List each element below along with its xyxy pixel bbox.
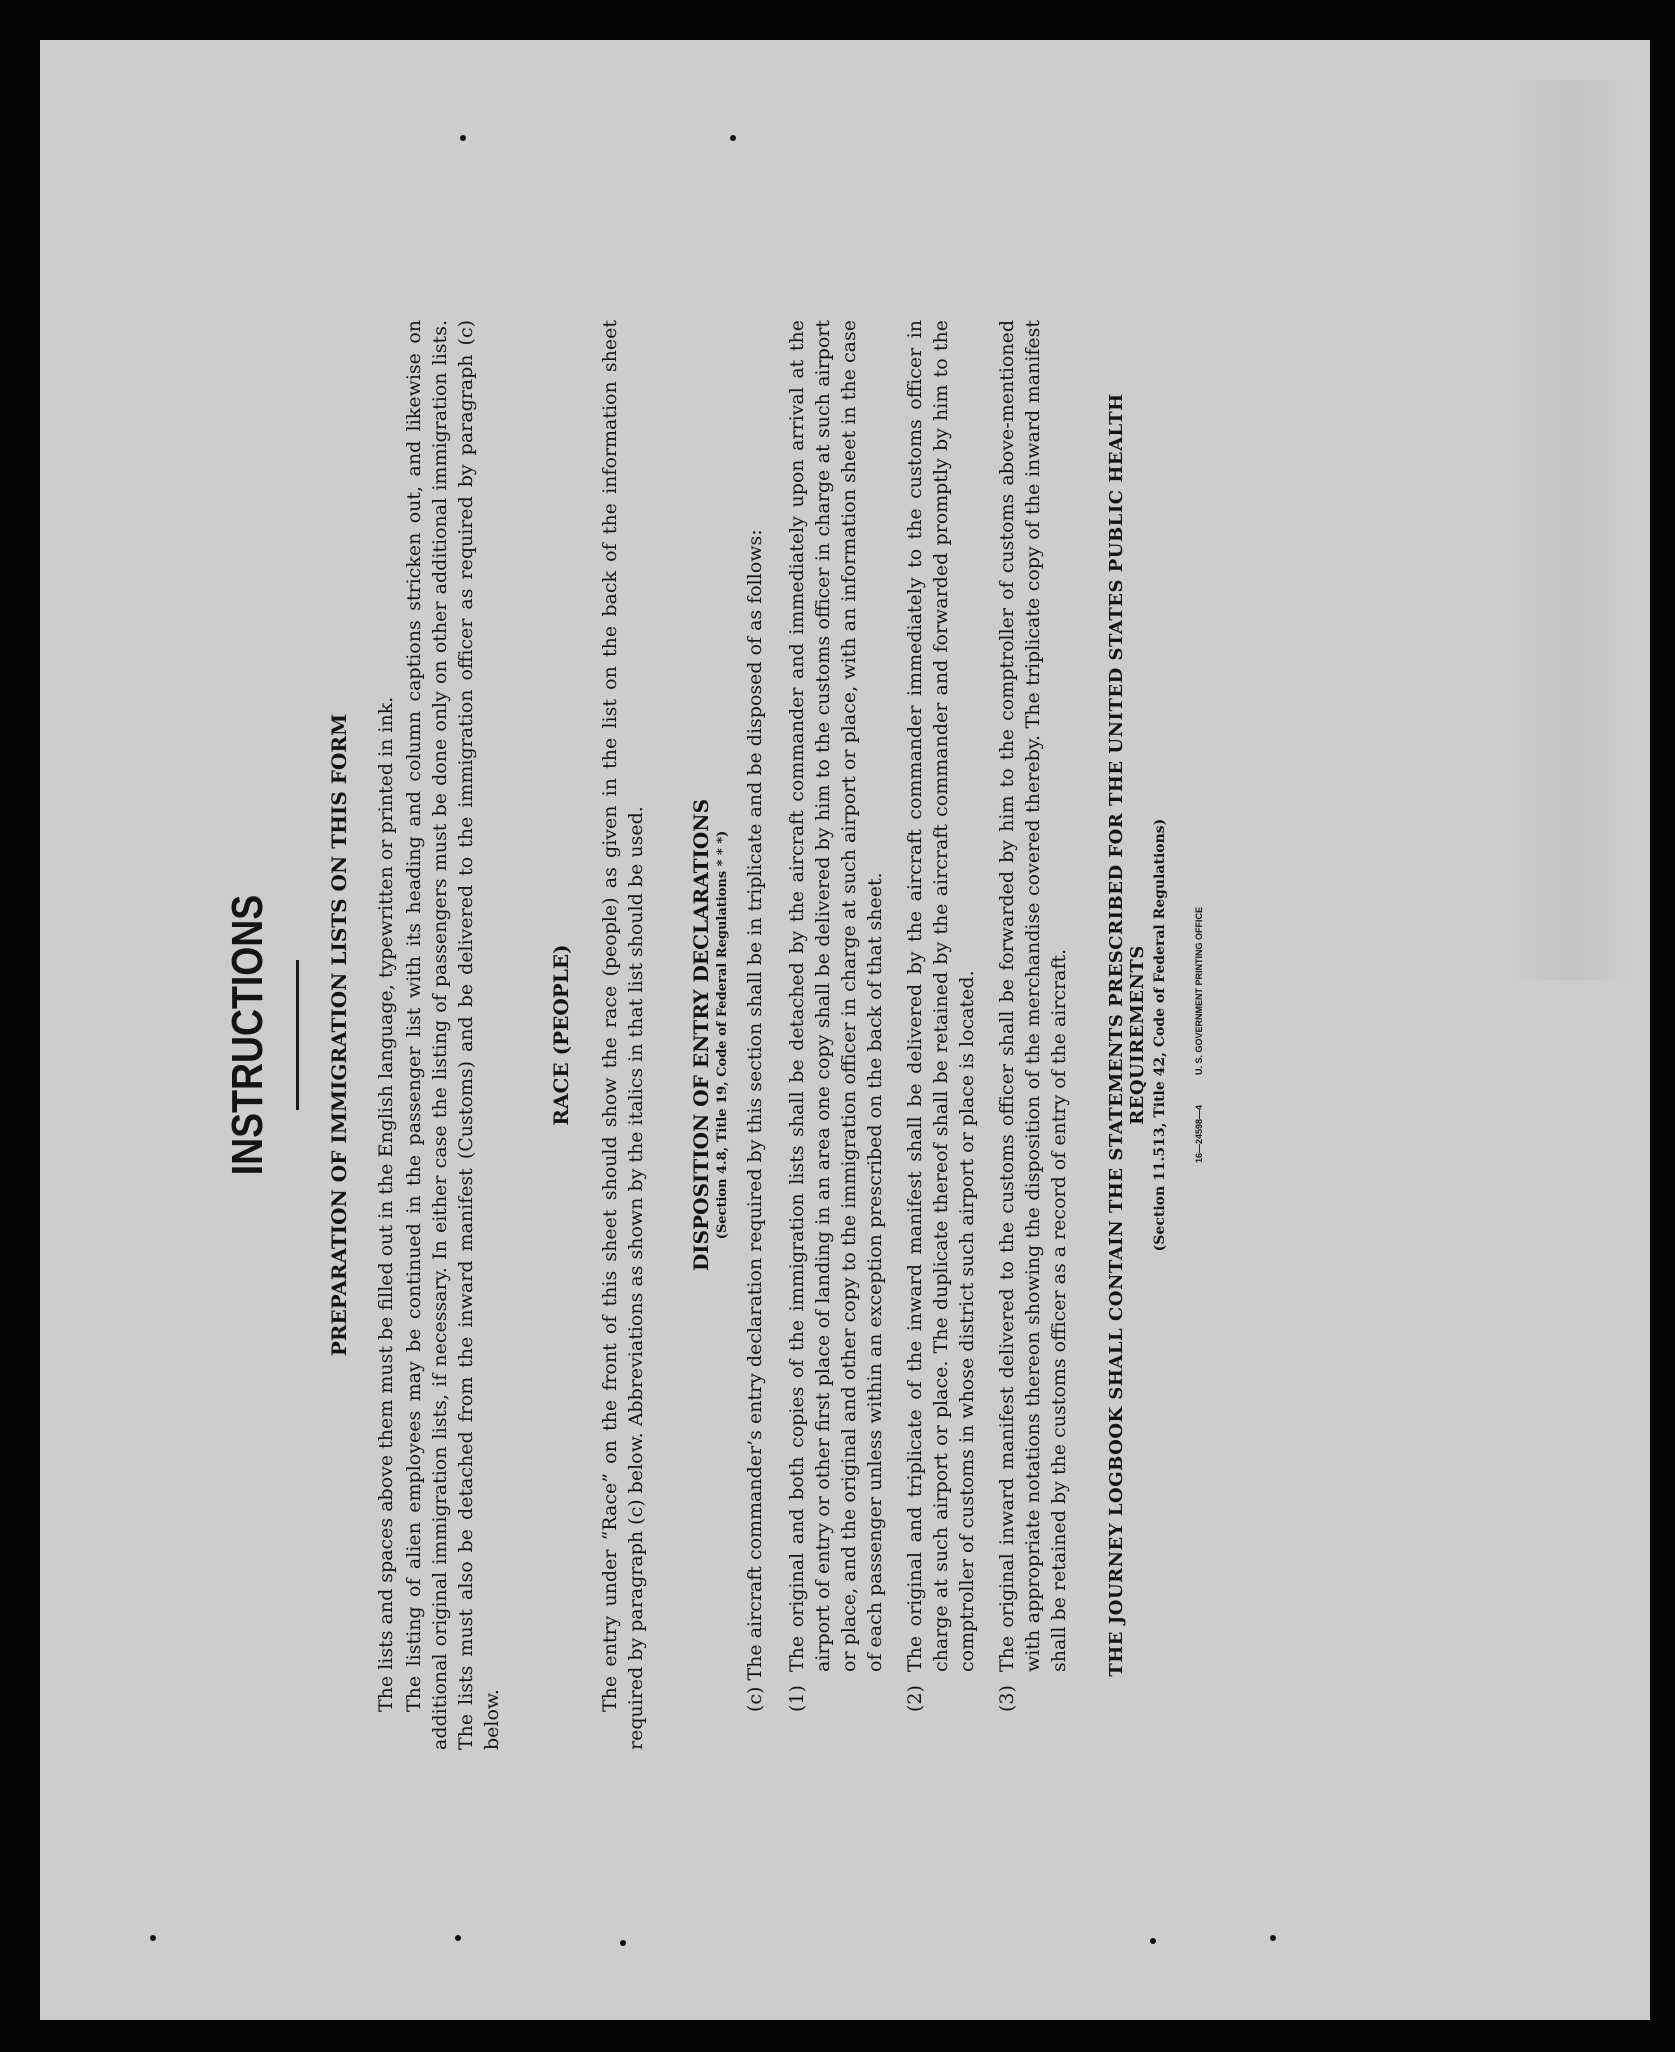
disposition-intro: (c) The aircraft commander’s entry declaration required by this section shall be in triplicate and be disposed of as follows: — [744, 529, 766, 1712]
page-title: INSTRUCTIONS — [223, 894, 272, 1176]
item-number: (2) — [904, 1685, 926, 1712]
instructions-content — [220, 320, 1204, 1750]
document-page — [40, 40, 1650, 2020]
item-text: The original and both copies of the immigration lists shall be detached by the aircraft commander and immediately upon arrival at the airport of entry or other first place of landing in an area one copy shall be delivered by him to the customs officer in charge at such airport or place, and the original and other copy to the immigration officer in charge at such airport or place, with an information sheet in the case of each passenger unless within an exception prescribed on the back of that sheet. — [786, 320, 886, 1672]
list-item — [784, 320, 888, 1712]
form-number: 16—24598—4 — [1194, 1104, 1204, 1164]
public-health-citation: (Section 11.513, Title 42, Code of Federal Regulations) — [1152, 818, 1168, 1252]
preparation-paragraph-1: The lists and spaces above them must be filled out in the English language, typewritten or printed in ink. — [375, 696, 397, 1712]
list-item — [902, 320, 980, 1712]
item-number: (1) — [786, 1685, 808, 1712]
race-paragraph: The entry under “Race” on the front of this sheet should show the race (people) as given in the list on the back of the information sheet required by paragraph (c) below. Abbreviations as shown by the italics in that list should be used. — [599, 320, 647, 1750]
rotated-page — [40, 40, 1650, 2020]
preparation-heading: PREPARATION OF IMMIGRATION LISTS ON THIS FORM — [327, 713, 351, 1357]
item-text: The original and triplicate of the inward manifest shall be delivered by the aircraft commander immediately to the customs officer in charge at such airport or place. The duplicate thereof shall be retained by the aircraft commander and forwarded promptly by him to the comptroller of customs in whose district such airport or place is located. — [904, 320, 978, 1672]
disposition-subheading: (Section 4.8, Title 19, Code of Federal Regulations * * *) — [715, 830, 730, 1240]
race-heading: RACE (PEOPLE) — [549, 944, 573, 1126]
public-health-statement: THE JOURNEY LOGBOOK SHALL CONTAIN THE STATEMENTS PRESCRIBED FOR THE UNITED STATES PUBLIC HEALTH REQUIREMENTS — [1106, 393, 1148, 1677]
item-text: The original inward manifest delivered to the customs officer shall be forwarded by him to the comptroller of customs above-mentioned with appropriate notations thereon showing the disposition of the merchandise covered thereby. The triplicate copy of the inward manifest shall be retained by the customs officer as a record of entry of the aircraft. — [996, 320, 1070, 1672]
item-number: (3) — [996, 1685, 1018, 1712]
preparation-paragraph-2: The listing of alien employees may be continued in the passenger list with its heading and column captions stricken out, and likewise on additional original immigration lists, if necessary. In either case the listing of passengers must be done only on other additional immigration lists. The lists must also be detached from the inward manifest (Customs) and be delivered to the immigration officer as required by paragraph (c) below. — [403, 320, 503, 1750]
print-line — [1194, 320, 1204, 1750]
list-item — [994, 320, 1072, 1712]
footer-block — [1106, 320, 1204, 1750]
disposition-heading: DISPOSITION OF ENTRY DECLARATIONS — [689, 798, 713, 1272]
title-divider — [296, 960, 299, 1110]
printer-name: U. S. GOVERNMENT PRINTING OFFICE — [1194, 906, 1204, 1075]
